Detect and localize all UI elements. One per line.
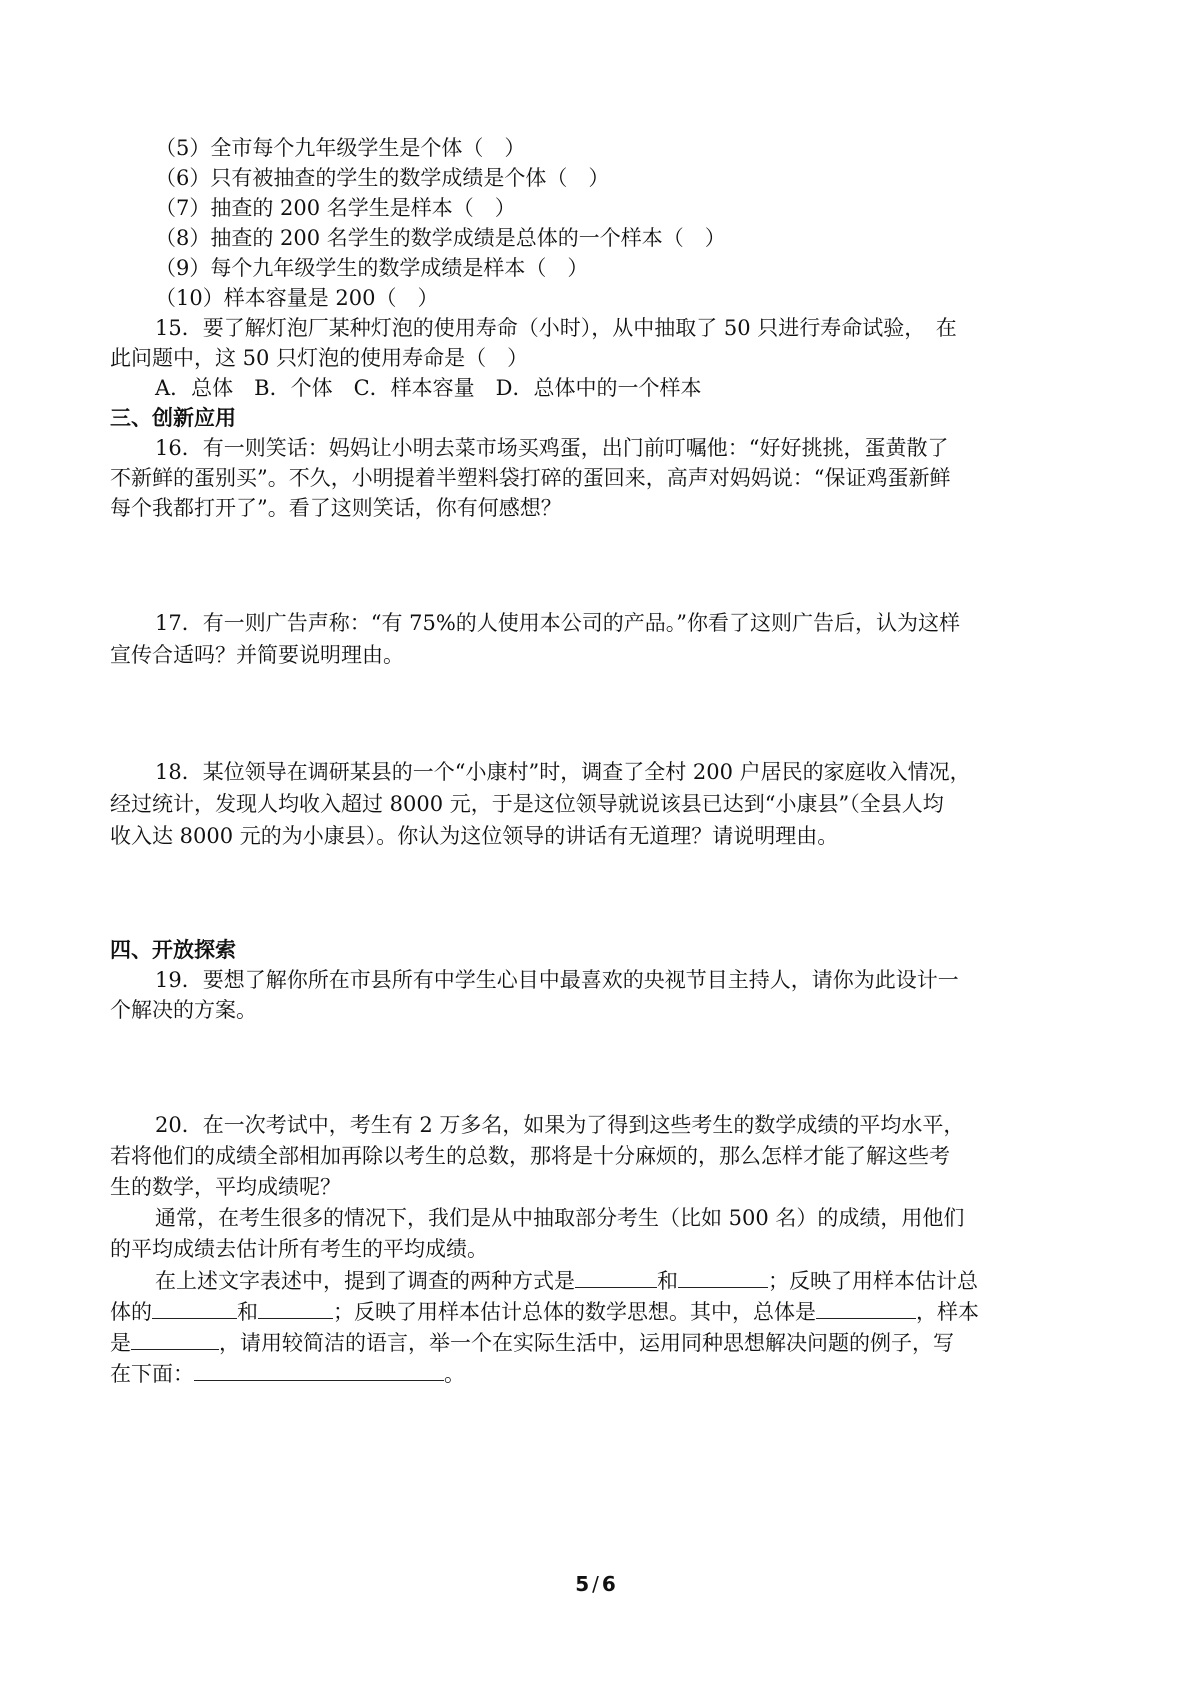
fill-text: 和 [237,1300,258,1324]
q20-line-2: 若将他们的成绩全部相加再除以考生的总数，那将是十分麻烦的，那么怎样才能了解这些考 [110,1144,950,1168]
answer-blank[interactable] [575,1265,657,1288]
q20-fill-line-4 [110,1358,1090,1389]
answer-blank[interactable] [258,1296,333,1319]
fill-text: 在上述文字表述中，提到了调查的两种方式是 [155,1269,575,1293]
q16-line-3: 每个我都打开了”。看了这则笑话，你有何感想？ [110,496,562,520]
fill-text: 体的 [110,1300,152,1324]
q18-line-2: 经过统计，发现人均收入超过 8000 元，于是这位领导就说该县已达到“小康县”（全县人均 [110,792,944,816]
answer-blank[interactable] [194,1358,444,1381]
section-4-title: 四、开放探索 [110,938,236,962]
answer-blank[interactable] [152,1296,237,1319]
q17-line-2: 宣传合适吗？并简要说明理由。 [110,643,404,667]
item-10: （10）样本容量是 200（ ） [155,286,439,310]
q20-fill-line-1 [155,1265,1135,1296]
answer-blank[interactable] [678,1265,768,1288]
fill-text: 。 [444,1362,465,1386]
fill-text: 在下面： [110,1362,194,1386]
fill-text: ，请用较简洁的语言，举一个在实际生活中，运用同种思想解决问题的例子，写 [219,1331,954,1355]
q20-line-3: 生的数学，平均成绩呢？ [110,1175,341,1199]
q20-fill-line-3 [110,1327,1090,1358]
answer-blank[interactable] [816,1296,916,1319]
q15-line-2: 此问题中，这 50 只灯泡的使用寿命是（ ） [110,346,529,370]
page-separator: / [592,1572,599,1596]
fill-text: ；反映了用样本估计总 [768,1269,978,1293]
section-3-title: 三、创新应用 [110,406,236,430]
item-7: （7）抽查的 200 名学生是样本（ ） [155,196,516,220]
item-5: （5）全市每个九年级学生是个体（ ） [155,136,526,160]
item-9: （9）每个九年级学生的数学成绩是样本（ ） [155,256,589,280]
fill-text: ；反映了用样本估计总体的数学思想。其中，总体是 [333,1300,816,1324]
item-6: （6）只有被抽查的学生的数学成绩是个体（ ） [155,166,610,190]
page-total: 6 [601,1572,616,1596]
q16-line-2: 不新鲜的蛋别买”。不久，小明提着半塑料袋打碎的蛋回来，高声对妈妈说：“保证鸡蛋新鲜 [110,466,951,490]
q15-options: A．总体 B．个体 C．样本容量 D．总体中的一个样本 [155,376,702,400]
fill-text: 是 [110,1331,131,1355]
item-8: （8）抽查的 200 名学生的数学成绩是总体的一个样本（ ） [155,226,726,250]
q18-line-3: 收入达 8000 元的为小康县）。你认为这位领导的讲话有无道理？请说明理由。 [110,824,839,848]
q18-line-1: 18．某位领导在调研某县的一个“小康村”时，调查了全村 200 户居民的家庭收入情况， [155,760,971,784]
q19-line-2: 个解决的方案。 [110,998,257,1022]
q15-line-1: 15．要了解灯泡厂某种灯泡的使用寿命（小时），从中抽取了 50 只进行寿命试验， 在 [155,316,957,340]
page-current: 5 [575,1572,590,1596]
fill-text: ，样本 [916,1300,979,1324]
fill-text: 和 [657,1269,678,1293]
q19-line-1: 19．要想了解你所在市县所有中学生心目中最喜欢的央视节目主持人，请你为此设计一 [155,968,959,992]
q20-line-4: 通常，在考生很多的情况下，我们是从中抽取部分考生（比如 500 名）的成绩，用他们 [155,1206,965,1230]
q20-line-1: 20．在一次考试中，考生有 2 万多名，如果为了得到这些考生的数学成绩的平均水平， [155,1113,965,1137]
page-number [0,1572,1191,1596]
q16-line-1: 16．有一则笑话：妈妈让小明去菜市场买鸡蛋，出门前叮嘱他：“好好挑挑，蛋黄散了 [155,436,949,460]
q20-fill-line-2 [110,1296,1090,1327]
answer-blank[interactable] [131,1327,219,1350]
q20-line-5: 的平均成绩去估计所有考生的平均成绩。 [110,1237,488,1261]
q17-line-1: 17．有一则广告声称：“有 75%的人使用本公司的产品。”你看了这则广告后，认为这样 [155,611,961,635]
